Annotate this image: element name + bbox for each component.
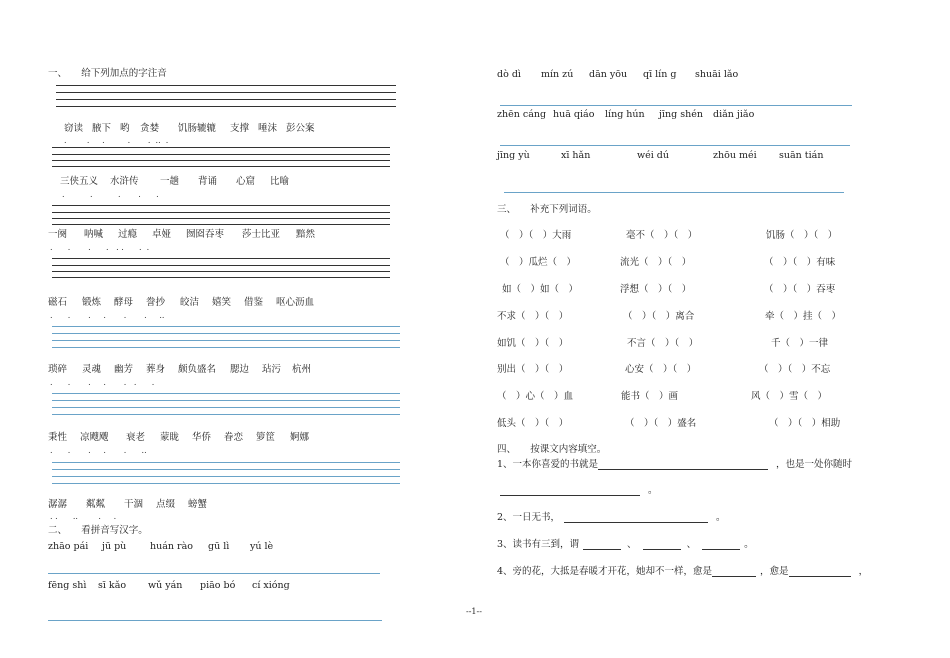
word: 华侨 — [192, 432, 212, 443]
answer-line[interactable] — [504, 192, 844, 193]
fill-item: 浮想（ ）（ ） — [620, 284, 692, 295]
pinyin: xī hǎn — [561, 150, 591, 161]
word: 支撑 — [230, 123, 250, 134]
fill-item: 能书（ ）画 — [621, 391, 679, 402]
answer-blank[interactable] — [702, 540, 740, 550]
emphasis-dots: . . . . . — [62, 190, 159, 199]
pinyin: jū pù — [102, 541, 127, 552]
word: 借鉴 — [244, 297, 264, 308]
word: 锻炼 — [82, 297, 102, 308]
answer-blank[interactable] — [789, 567, 851, 577]
answer-line[interactable] — [500, 145, 850, 146]
word: 幽芳 — [114, 364, 134, 375]
question-1 — [497, 459, 852, 470]
word: 颇负盛名 — [178, 364, 217, 375]
pinyin: sī kǎo — [98, 580, 127, 591]
section-1-heading: 一、 给下列加点的字注音 — [48, 68, 167, 79]
word: 蒙眬 — [160, 432, 180, 443]
writing-line — [52, 166, 390, 167]
word: 潺潺 — [48, 499, 68, 510]
writing-line-blue — [52, 393, 400, 394]
pinyin-row-right-3 — [497, 150, 835, 161]
word: 呐喊 — [84, 229, 104, 240]
word: 唾沫 — [258, 123, 278, 134]
pinyin: cí xióng — [252, 580, 290, 591]
pinyin: jīng yù — [497, 150, 530, 161]
fill-item: （ ）（ ）大雨 — [500, 230, 572, 241]
fill-item: （ ）（ ）吞枣 — [764, 284, 836, 295]
word: 琐碎 — [48, 364, 68, 375]
fill-item: 低头（ ）（ ） — [497, 418, 569, 429]
word: 一阕 — [48, 229, 68, 240]
question-2 — [497, 512, 726, 523]
word: 干涸 — [124, 499, 144, 510]
fill-item: 如饥（ ）（ ） — [497, 338, 569, 349]
writing-line — [52, 271, 390, 272]
writing-line-blue — [52, 483, 400, 484]
section-4-heading: 四、 按课文内容填空。 — [497, 444, 607, 455]
word: 呕心沥血 — [276, 297, 315, 308]
fill-item: （ ）（ ）离合 — [623, 311, 695, 322]
word: 磁石 — [48, 297, 68, 308]
fill-item: （ ）（ ）相助 — [769, 418, 841, 429]
word: 灵魂 — [82, 364, 102, 375]
question-text: 。 — [744, 539, 754, 550]
word: 黯然 — [296, 229, 316, 240]
question-text: 4、旁的花，大抵是春暖才开花，她却不一样，愈是 — [497, 566, 713, 577]
pinyin: zhōu méi — [713, 150, 757, 161]
question-text: 1、一本你喜爱的书就是 — [497, 459, 599, 470]
writing-line — [52, 265, 390, 266]
word-row-7 — [48, 499, 218, 510]
fill-item: （ ）瓜烂（ ） — [500, 257, 577, 268]
word: 凉飕飕 — [80, 432, 109, 443]
section-2-heading: 二、 看拼音写汉字。 — [48, 525, 148, 536]
writing-line-blue — [52, 469, 400, 470]
question-text: ，愈是 — [760, 566, 789, 577]
emphasis-dots: . . . . . . .. — [50, 311, 165, 320]
writing-line — [52, 277, 390, 278]
writing-line — [52, 147, 390, 148]
fill-item: 别出（ ）（ ） — [497, 364, 569, 375]
writing-line-blue — [52, 400, 400, 401]
question-text: ， — [858, 566, 869, 577]
word: 葬身 — [146, 364, 166, 375]
pinyin: fēng shì — [48, 580, 87, 591]
pinyin: jīng shén — [659, 109, 703, 120]
writing-line — [52, 212, 390, 213]
pinyin-row-left-2 — [48, 580, 302, 591]
question-text: 3、读书有三到，谓 — [497, 539, 580, 550]
question-text: 、 — [686, 539, 697, 550]
pinyin-row-right-2 — [497, 109, 763, 120]
pinyin: dò dì — [497, 69, 521, 80]
pinyin: dān yōu — [589, 69, 628, 80]
answer-line[interactable] — [500, 105, 852, 106]
pinyin: mín zú — [541, 69, 574, 80]
section-3-heading: 三、 补充下列词语。 — [497, 204, 597, 215]
fill-item: 流光（ ）（ ） — [620, 257, 692, 268]
fill-item: 饥肠（ ）（ ） — [766, 230, 838, 241]
emphasis-dots: . . . . . .. . — [64, 136, 169, 145]
emphasis-dots: . . . . . .. — [50, 446, 147, 455]
word: 莎士比亚 — [242, 229, 281, 240]
answer-blank[interactable] — [643, 540, 681, 550]
emphasis-dots: . . . . . . . . — [50, 243, 150, 252]
answer-blank[interactable] — [564, 513, 708, 523]
pinyin: huán rào — [150, 541, 193, 552]
fill-row-8 — [497, 418, 879, 429]
pinyin: zhāo pái — [48, 541, 89, 552]
writing-line — [56, 99, 396, 100]
answer-blank[interactable] — [500, 486, 640, 496]
writing-line-blue — [52, 326, 400, 327]
fill-row-5 — [497, 338, 871, 349]
word: 衰老 — [126, 432, 146, 443]
fill-item: 风（ ）雪（ ） — [751, 391, 828, 402]
fill-row-3 — [502, 284, 874, 295]
pinyin: shuāi lǎo — [695, 69, 739, 80]
word: 水浒传 — [110, 176, 139, 187]
fill-row-2 — [500, 257, 874, 268]
word: 婀娜 — [290, 432, 310, 443]
fill-row-4 — [497, 311, 865, 322]
writing-line-blue — [52, 347, 400, 348]
word: 眷恋 — [224, 432, 244, 443]
question-text: 2、一日无书， — [497, 512, 561, 523]
question-text: 、 — [627, 539, 637, 550]
emphasis-dots: . . .. . . — [50, 512, 117, 521]
question-1-cont — [500, 485, 658, 496]
word-row-5 — [48, 364, 322, 375]
pinyin: gū lì — [208, 541, 230, 552]
question-text: ，也是一处你随时 — [776, 459, 853, 470]
word: 囫囵吞枣 — [186, 229, 225, 240]
writing-line-blue — [52, 407, 400, 408]
word: 粼粼 — [86, 499, 106, 510]
word: 皎洁 — [180, 297, 200, 308]
question-3 — [497, 539, 754, 550]
question-4 — [497, 566, 868, 577]
pinyin: huā qiáo — [553, 109, 595, 120]
word-row-6 — [48, 432, 320, 443]
writing-line — [52, 205, 390, 206]
page-number: --1-- — [466, 607, 482, 616]
word: 誊抄 — [146, 297, 166, 308]
fill-item: 不言（ ）（ ） — [627, 338, 699, 349]
fill-row-1 — [500, 230, 866, 241]
fill-item: （ ）（ ）有味 — [764, 257, 836, 268]
word: 秉性 — [48, 432, 68, 443]
word: 心窟 — [236, 176, 256, 187]
word: 背诵 — [198, 176, 218, 187]
writing-line-blue — [52, 340, 400, 341]
pinyin: piāo bó — [200, 580, 236, 591]
fill-item: （ ）心（ ）血 — [497, 391, 574, 402]
word: 哟 — [120, 123, 130, 134]
word: 彭公案 — [286, 123, 315, 134]
word: 点缀 — [156, 499, 176, 510]
word: 卓娅 — [152, 229, 172, 240]
fill-item: 心安（ ）（ ） — [625, 364, 697, 375]
answer-line[interactable] — [48, 573, 380, 574]
fill-row-7 — [497, 391, 861, 402]
word: 比喻 — [270, 176, 290, 187]
pinyin: wǔ yán — [148, 580, 183, 591]
writing-line — [52, 218, 390, 219]
pinyin-row-right-1 — [497, 69, 745, 80]
word: 嬉笑 — [212, 297, 232, 308]
fill-item: 牵（ ）挂（ ） — [765, 311, 842, 322]
pinyin: suān tián — [779, 150, 824, 161]
word: 玷污 — [262, 364, 282, 375]
word: 螃蟹 — [188, 499, 208, 510]
word: 三侠五义 — [60, 176, 99, 187]
pinyin: líng hún — [605, 109, 645, 120]
pinyin-row-left-1 — [48, 541, 290, 552]
pinyin: diǎn jiǎo — [713, 109, 755, 120]
word: 一趟 — [160, 176, 180, 187]
pinyin: wéi dú — [637, 150, 670, 161]
fill-item: 不求（ ）（ ） — [497, 311, 569, 322]
fill-item: 如（ ）如（ ） — [502, 284, 579, 295]
pinyin: zhēn cáng — [497, 109, 547, 120]
word: 酵母 — [114, 297, 134, 308]
writing-line — [56, 106, 396, 107]
answer-blank[interactable] — [583, 540, 621, 550]
writing-line — [52, 224, 390, 225]
question-text: 。 — [716, 512, 726, 523]
answer-blank[interactable] — [598, 460, 768, 470]
word: 腮边 — [230, 364, 250, 375]
word: 贪婪 — [140, 123, 160, 134]
writing-line-blue — [52, 414, 400, 415]
fill-item: 千（ ）一律 — [771, 338, 829, 349]
writing-line-blue — [52, 476, 400, 477]
word: 腋下 — [92, 123, 112, 134]
word-row-4 — [48, 297, 326, 308]
answer-blank[interactable] — [712, 567, 756, 577]
word: 饥肠辘辘 — [178, 123, 217, 134]
pinyin: qī lín g — [643, 69, 677, 80]
answer-line[interactable] — [48, 620, 382, 621]
fill-item: 毫不（ ）（ ） — [626, 230, 698, 241]
writing-line — [52, 154, 390, 155]
pinyin: yú lè — [250, 541, 274, 552]
fill-item: （ ）（ ）不忘 — [759, 364, 831, 375]
word: 箩筐 — [256, 432, 276, 443]
writing-line — [52, 258, 390, 259]
word: 窃读 — [64, 123, 84, 134]
writing-line — [52, 160, 390, 161]
writing-line-blue — [52, 333, 400, 334]
writing-line — [56, 85, 396, 86]
word-row-2 — [60, 176, 300, 187]
writing-line — [56, 92, 396, 93]
emphasis-dots: . . . . . . . — [50, 378, 155, 387]
fill-row-6 — [497, 364, 869, 375]
fill-item: （ ）（ ）盛名 — [625, 418, 697, 429]
word-row-3 — [48, 229, 326, 240]
word: 杭州 — [292, 364, 312, 375]
word: 过瘾 — [118, 229, 138, 240]
question-text: 。 — [648, 485, 658, 496]
writing-line-blue — [52, 462, 400, 463]
word-row-1 — [64, 123, 326, 134]
